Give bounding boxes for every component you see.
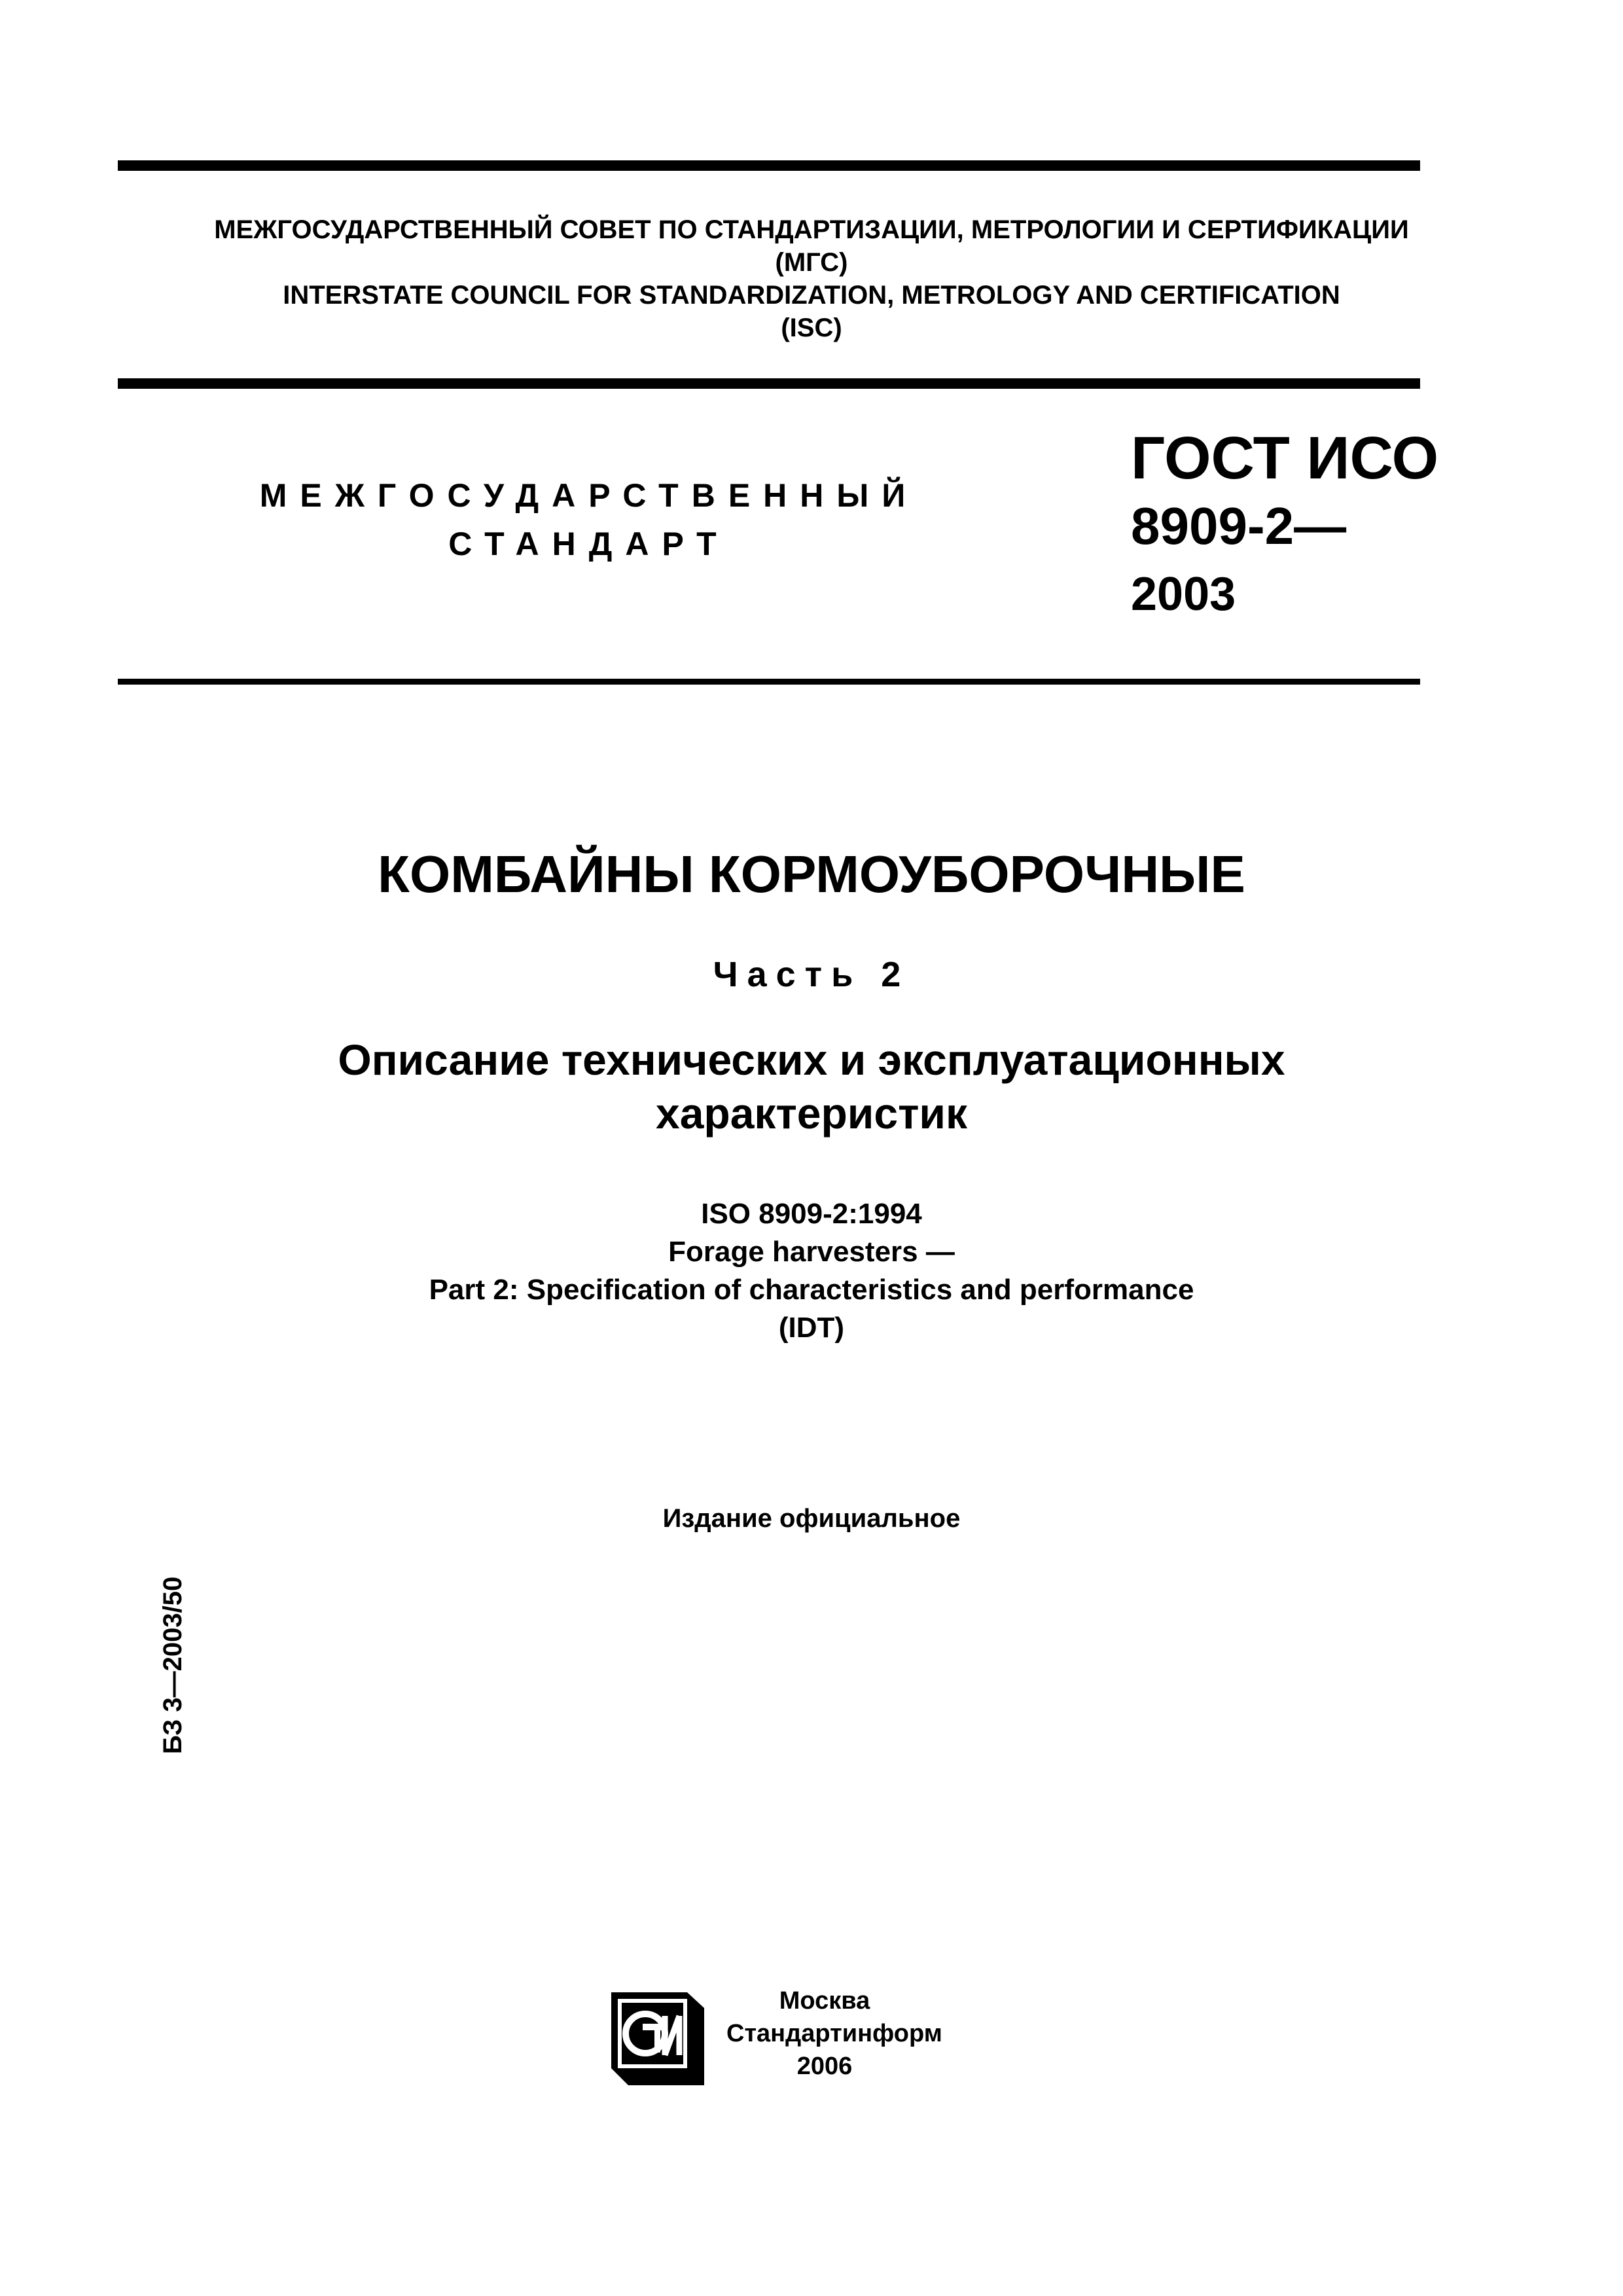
iso-title-line2: Part 2: Specification of characteristics and performance xyxy=(429,1274,1194,1306)
document-subtitle xyxy=(0,1033,1623,1140)
side-code: БЗ 3—2003/50 xyxy=(158,1576,187,1754)
standard-code-line3: 2003 xyxy=(1131,568,1236,620)
publisher-info xyxy=(726,1984,942,2083)
publisher-logo xyxy=(609,1990,707,2088)
subtitle-line2: характеристик xyxy=(655,1089,968,1138)
standard-type-line1: МЕЖГОСУДАРСТВЕННЫЙ xyxy=(259,477,919,514)
subtitle-line1: Описание технических и эксплуатационных xyxy=(338,1035,1285,1084)
edition-label: Издание официальное xyxy=(662,1504,961,1533)
council-header xyxy=(0,213,1623,344)
standard-type-line2: СТАНДАРТ xyxy=(448,526,730,562)
document-title: КОМБАЙНЫ КОРМОУБОРОЧНЫЕ xyxy=(378,845,1245,903)
standard-type xyxy=(196,471,982,568)
standard-code-line2: 8909-2— xyxy=(1131,497,1347,555)
council-ru-abbr: (МГС) xyxy=(775,248,848,277)
iso-reference xyxy=(0,1195,1623,1347)
publisher-city: Москва xyxy=(779,1987,870,2015)
code-rule xyxy=(118,679,1420,685)
part-label: Часть 2 xyxy=(713,955,910,994)
iso-degree: (IDT) xyxy=(778,1312,845,1344)
top-rule xyxy=(118,160,1420,171)
publisher-year: 2006 xyxy=(796,2053,853,2080)
council-ru: МЕЖГОСУДАРСТВЕННЫЙ СОВЕТ ПО СТАНДАРТИЗАЦИИ, МЕТРОЛОГИИ И СЕРТИФИКАЦИИ xyxy=(214,215,1409,244)
iso-title-line1: Forage harvesters — xyxy=(668,1236,955,1268)
publisher-name: Стандартинформ xyxy=(726,2020,942,2047)
standard-code xyxy=(1131,424,1438,628)
standard-code-line1: ГОСТ ИСО xyxy=(1131,425,1439,492)
council-en-abbr: (ISC) xyxy=(781,314,842,342)
iso-number: ISO 8909-2:1994 xyxy=(701,1198,922,1230)
header-rule xyxy=(118,378,1420,389)
council-en: INTERSTATE COUNCIL FOR STANDARDIZATION, METROLOGY AND CERTIFICATION xyxy=(283,281,1340,310)
